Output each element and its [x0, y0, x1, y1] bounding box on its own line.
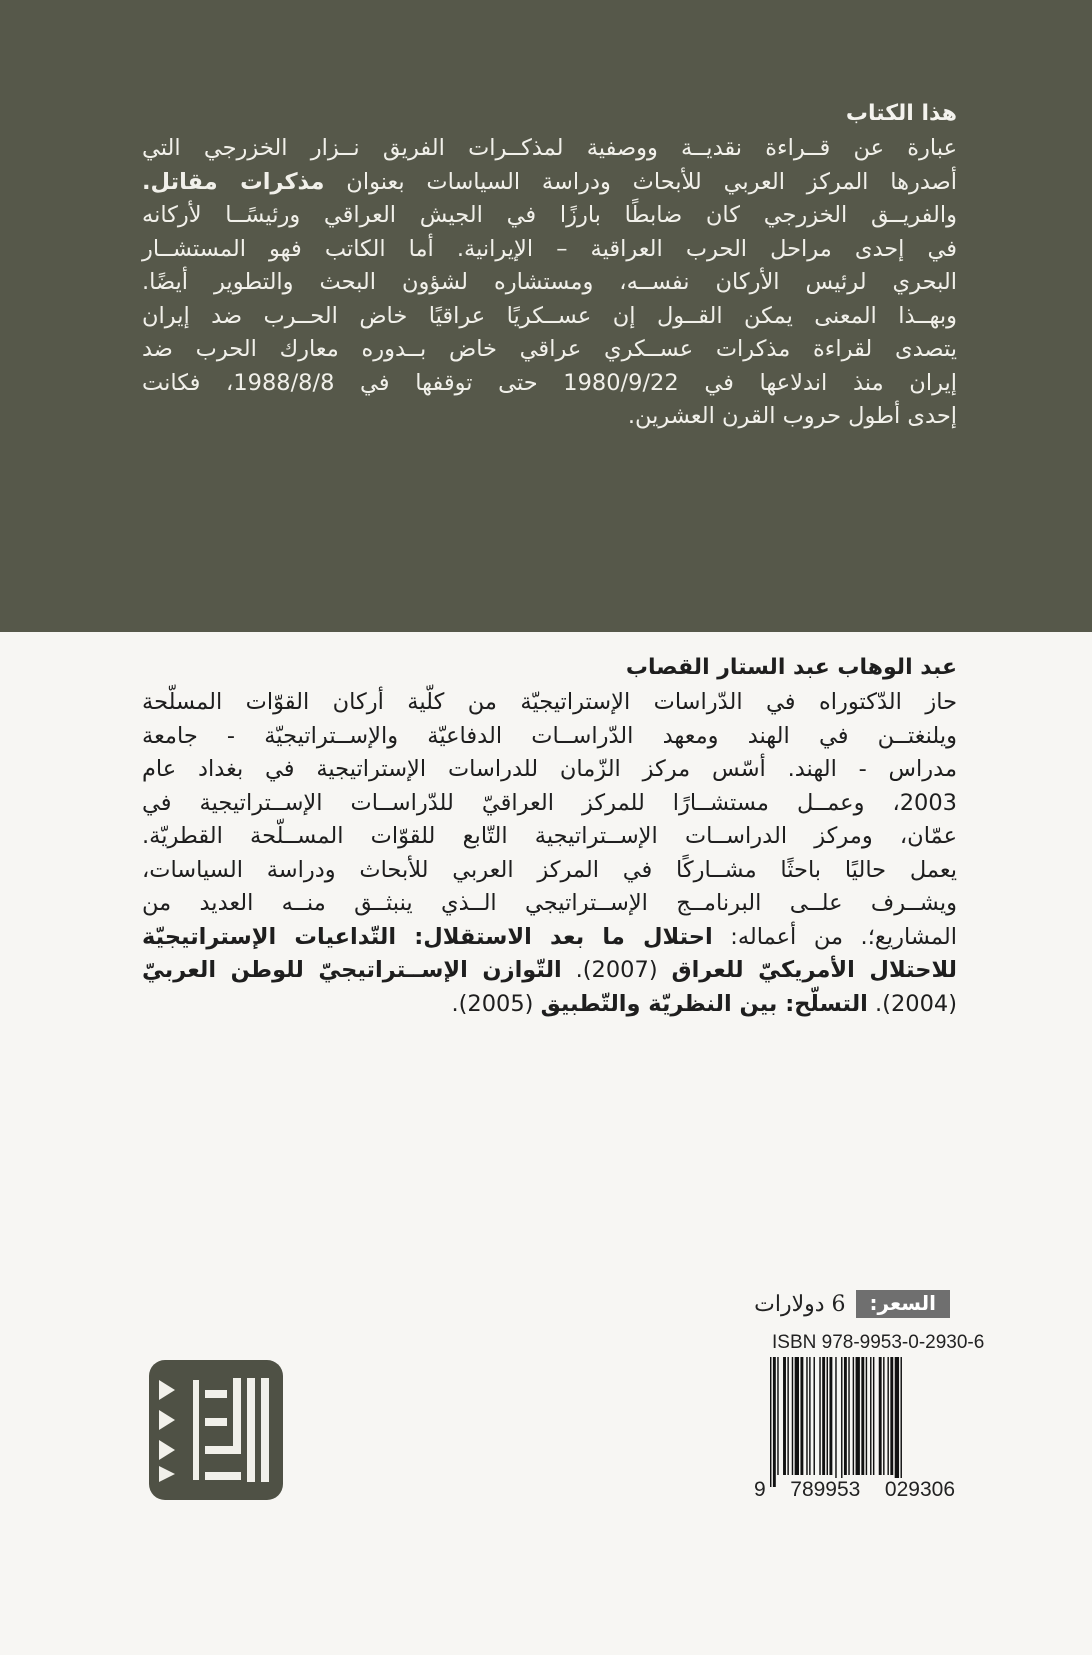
text-segment: (2005). [451, 990, 541, 1017]
barcode-bar [879, 1357, 882, 1475]
text-line [142, 266, 957, 300]
barcode-bar [866, 1357, 867, 1475]
text-segment: يعمل حاليًا باحثًا مشــاركًا في المركز العربي للأبحاث ودراسة السياسات، [142, 856, 957, 883]
barcode-bar [848, 1357, 849, 1475]
barcode-bar [787, 1357, 788, 1475]
barcode-bar [806, 1357, 807, 1475]
barcode-bar [835, 1357, 836, 1487]
text-line [142, 820, 957, 854]
text-line [142, 199, 957, 233]
barcode-bar [814, 1357, 815, 1475]
about-book-text [142, 132, 957, 434]
barcode-bar [827, 1357, 828, 1475]
barcode-bar [800, 1357, 803, 1475]
barcode-bar [829, 1357, 832, 1475]
text-line [142, 787, 957, 821]
author-bio [142, 686, 957, 1021]
isbn-text: ISBN 978-9953-0-2930-6 [772, 1332, 985, 1353]
text-line [142, 921, 957, 955]
barcode-bar [856, 1357, 860, 1475]
bold-title: التسلّح: بين النظريّة والتّطبيق [540, 990, 868, 1017]
price-value: 6 دولارات [754, 1291, 846, 1317]
bold-title: للاحتلال الأمريكيّ للعراق [671, 957, 957, 983]
text-line [142, 988, 957, 1022]
publisher-logo [149, 1360, 283, 1500]
barcode-bar [870, 1357, 871, 1475]
barcode-bar [901, 1357, 902, 1487]
barcode-bar [770, 1357, 771, 1487]
text-segment: (2007). [561, 957, 672, 983]
text-segment: عمّان، ومركز الدراســات الإســتراتيجية التّابع للقوّات المســلّحة القطريّة. [142, 823, 957, 849]
barcode-bar [809, 1357, 810, 1475]
barcode-bar [844, 1357, 847, 1475]
barcode-bar [873, 1357, 874, 1475]
text-line [142, 166, 957, 200]
text-segment: إيران منذ اندلاعها في 1980/9/22 حتى توقفها في 1988/8/8، فكانت [142, 369, 957, 396]
barcode-digits [752, 1478, 957, 1502]
price-tag [754, 1290, 950, 1318]
text-segment: المشاريع؛. من أعماله: [712, 923, 958, 950]
author-name: عبد الوهاب عبد الستار القصاب [625, 655, 957, 680]
text-segment: ويلنغتــن في الهند ومعهد الدّراســات الدفاعيّة والإســتراتيجيّة - جامعة [142, 722, 957, 749]
about-book-section [142, 96, 957, 434]
text-segment: (2004). [867, 990, 957, 1017]
text-segment: في إحدى مراحل الحرب العراقية – الإيرانية. أما الكاتب فهو المستشــار [142, 235, 957, 262]
barcode-digits-left: 789953 [790, 1478, 861, 1501]
text-segment: مدراس - الهند. أسّس مركز الزّمان للدراسات الإستراتيجية في بغداد عام [142, 756, 957, 782]
text-segment: وبهــذا المعنى يمكن القــول إن عســكريًا عراقيًا خاض الحــرب ضد إيران [142, 302, 957, 329]
text-segment: إحدى أطول حروب القرن العشرين. [627, 403, 957, 429]
bold-title: مذكرات مقاتل. [142, 168, 325, 195]
price-label: السعر: [856, 1290, 950, 1318]
barcode-bar [895, 1357, 899, 1487]
text-line [142, 887, 957, 921]
barcode-bar [822, 1357, 825, 1475]
text-segment: البحري لرئيس الأركان نفســه، ومستشاره لشؤون البحث والتطوير أيضًا. [142, 269, 957, 295]
text-segment: 2003، وعمــل مستشــارًا للمركز العراقيّ للدّراســات الإســتراتيجية في [142, 789, 957, 816]
text-segment: يتصدى لقراءة مذكرات عســكري عراقي خاض بــدوره معارك الحرب ضد [142, 336, 957, 362]
barcode-bar [841, 1357, 842, 1487]
barcode-bar [883, 1357, 884, 1475]
barcode [770, 1357, 955, 1487]
text-segment: عبارة عن قــراءة نقديــة ووصفية لمذكــرات الفريق نــزار الخزرجي التي [142, 135, 957, 161]
bold-title: التّوازن الإســتراتيجيّ للوطن العربيّ [142, 957, 562, 983]
barcode-bar [890, 1357, 893, 1475]
text-line [142, 367, 957, 401]
text-segment: والفريــق الخزرجي كان ضابطًا بارزًا في الجيش العراقي ورئيسًــا لأركانه [142, 202, 957, 228]
bold-title: احتلال ما بعد الاستقلال: التّداعيات الإستراتيجيّة [142, 923, 713, 950]
text-line [142, 854, 957, 888]
author-section [142, 650, 957, 1021]
text-line [142, 753, 957, 787]
barcode-bar [853, 1357, 854, 1475]
barcode-digit-prefix: 9 [754, 1478, 766, 1501]
text-line [142, 954, 957, 988]
barcode-bar [792, 1357, 793, 1475]
barcode-bar [783, 1357, 786, 1475]
text-line [142, 132, 957, 166]
barcode-bar [773, 1357, 776, 1487]
barcode-bar [861, 1357, 864, 1475]
about-book-heading: هذا الكتاب [845, 101, 957, 126]
text-segment: أصدرها المركز العربي للأبحاث ودراسة السياسات بعنوان [324, 168, 957, 195]
text-line [142, 686, 957, 720]
barcode-bar [795, 1357, 799, 1475]
text-line [142, 400, 957, 434]
text-segment: ويشــرف علــى البرنامــج الإســتراتيجي الــذي ينبثــق منــه العديد من [142, 890, 957, 916]
barcode-bar [887, 1357, 888, 1475]
text-line [142, 233, 957, 267]
barcode-bar [777, 1357, 778, 1475]
publisher-logo-icon [149, 1360, 283, 1500]
barcode-digits-right: 029306 [884, 1478, 955, 1501]
text-segment: حاز الدّكتوراه في الدّراسات الإستراتيجيّة من كلّية أركان القوّات المسلّحة [142, 689, 957, 715]
barcode-bar [819, 1357, 820, 1475]
text-line [142, 720, 957, 754]
text-line [142, 333, 957, 367]
text-line [142, 300, 957, 334]
